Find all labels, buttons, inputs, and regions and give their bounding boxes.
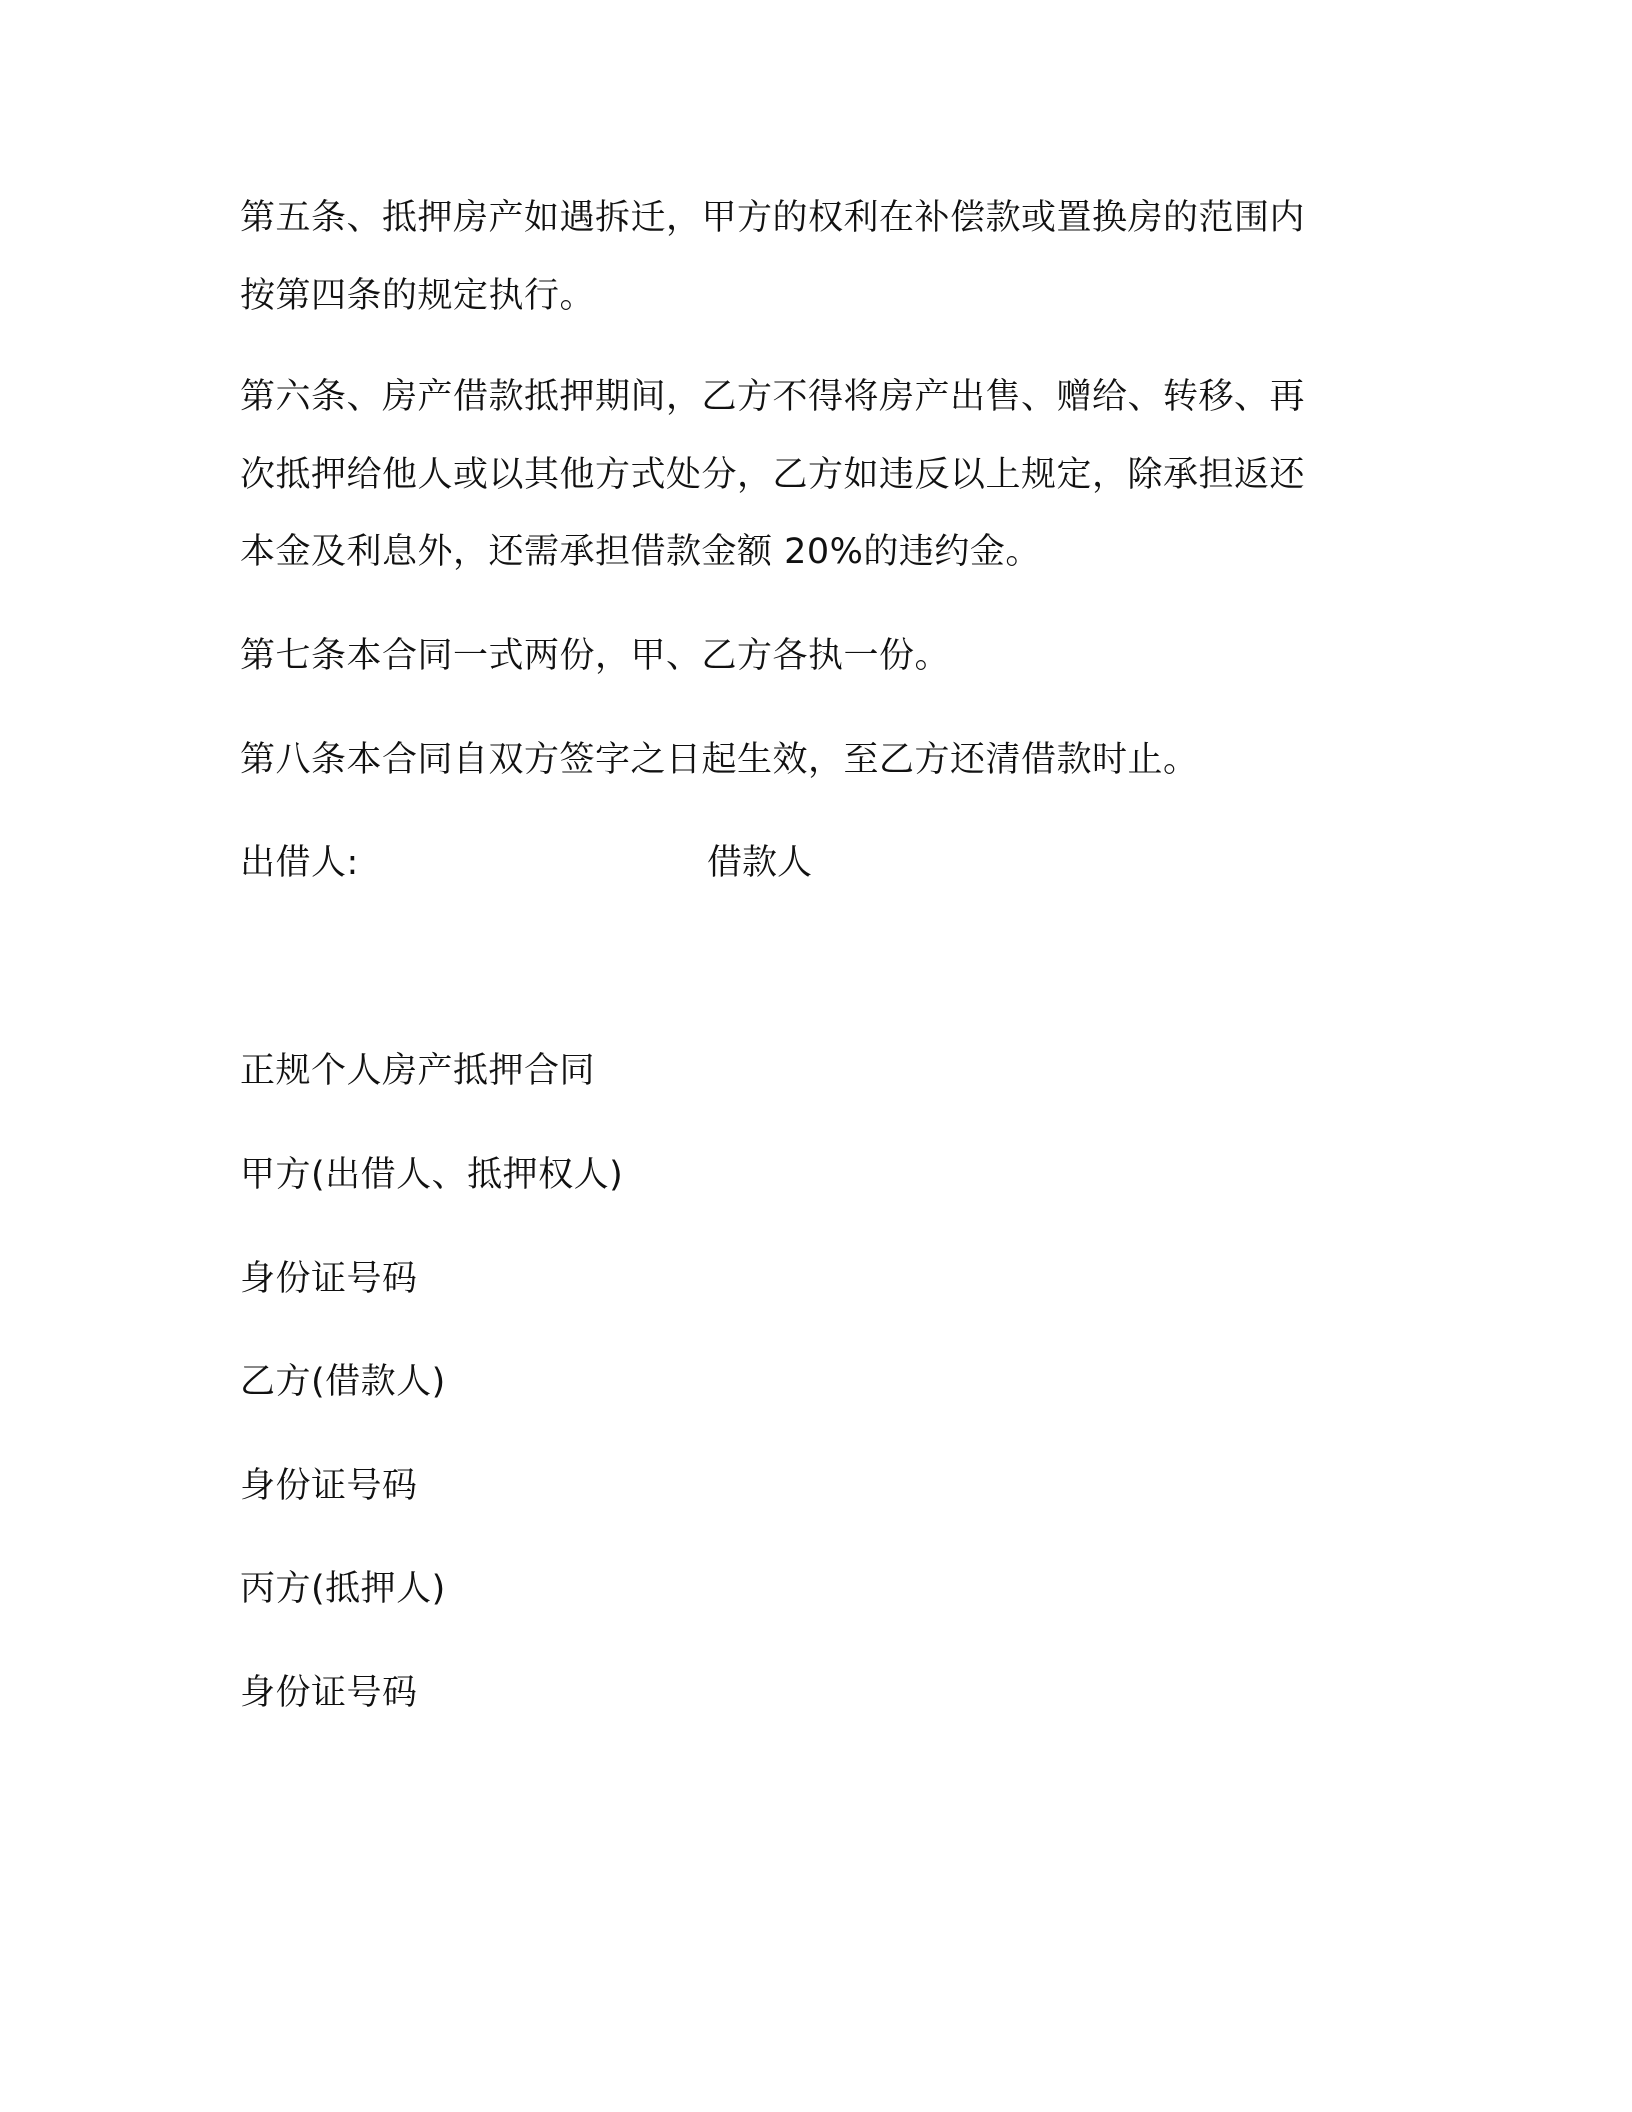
party-c-id-label: 身份证号码 [240, 1673, 418, 1713]
article-5-line-2: 按第四条的规定执行。 [240, 276, 596, 316]
article-6-line-1: 第六条、房产借款抵押期间，乙方不得将房产出售、赠给、转移、再 [240, 377, 1306, 417]
signature-borrower-label: 借款人 [707, 843, 813, 883]
party-b-label: 乙方(借款人) [240, 1362, 446, 1402]
signature-lender-label: 出借人: [240, 843, 359, 883]
party-a-id-label: 身份证号码 [240, 1259, 418, 1299]
article-6-line-2: 次抵押给他人或以其他方式处分，乙方如违反以上规定，除承担返还 [240, 455, 1306, 495]
article-8: 第八条本合同自双方签字之日起生效，至乙方还清借款时止。 [240, 740, 1199, 780]
contract-title: 正规个人房产抵押合同 [240, 1051, 596, 1091]
party-a-label: 甲方(出借人、抵押权人) [240, 1155, 624, 1195]
party-c-label: 丙方(抵押人) [240, 1569, 446, 1609]
article-6-line-3: 本金及利息外，还需承担借款金额 20%的违约金。 [240, 532, 1041, 572]
party-b-id-label: 身份证号码 [240, 1466, 418, 1506]
article-7: 第七条本合同一式两份，甲、乙方各执一份。 [240, 636, 951, 676]
article-5-line-1: 第五条、抵押房产如遇拆迁，甲方的权利在补偿款或置换房的范围内 [240, 198, 1306, 238]
